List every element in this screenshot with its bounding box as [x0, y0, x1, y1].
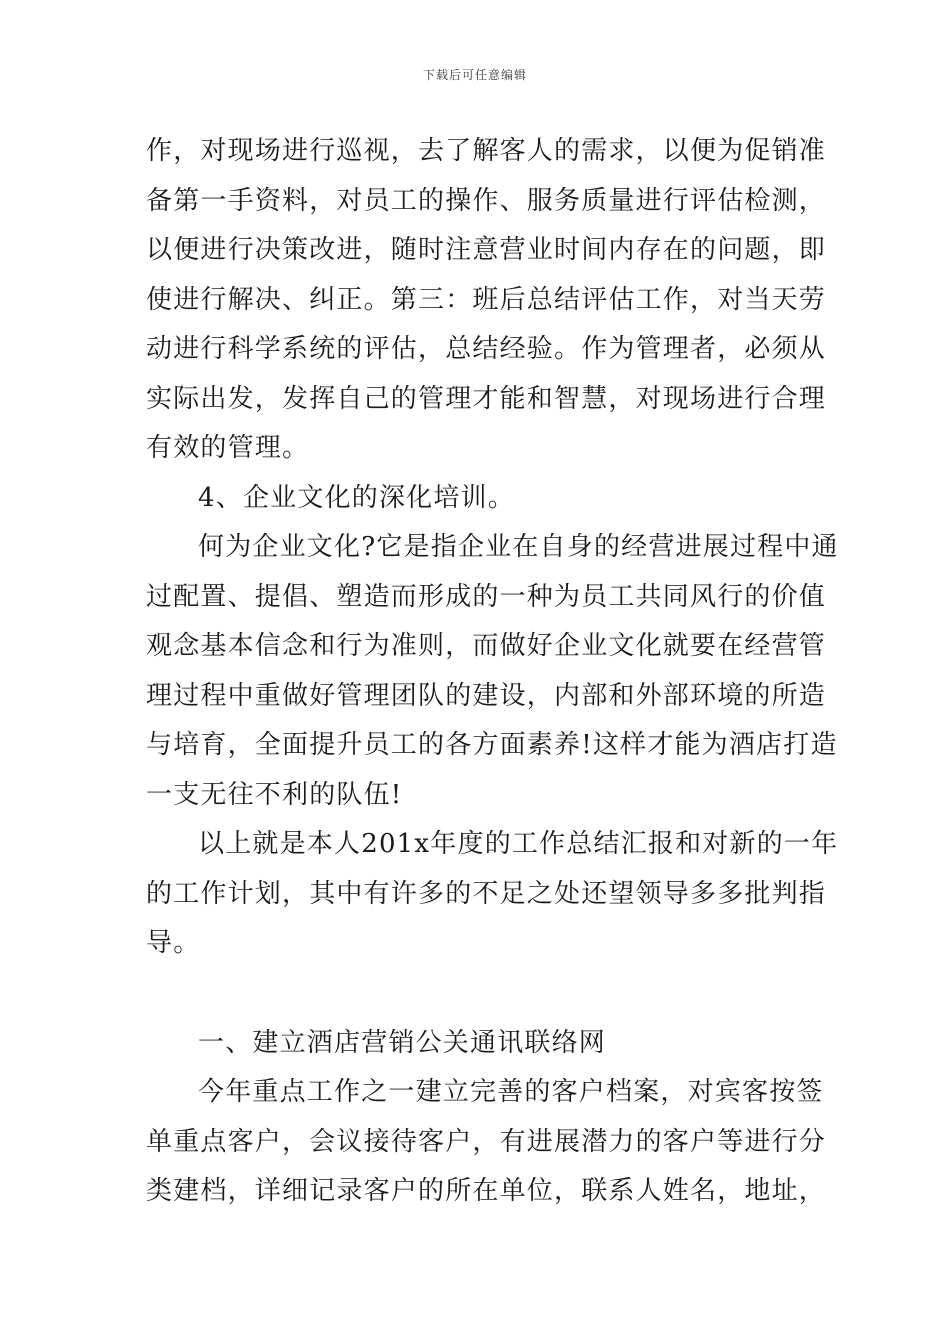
text-line: 以上就是本人201x年度的工作总结汇报和对新的一年	[198, 829, 839, 859]
text-line: 单重点客户，会议接待客户，有进展潜力的客户等进行分	[146, 1126, 827, 1157]
text-line: 的工作计划，其中有许多的不足之处还望领导多多批判指	[146, 878, 827, 909]
text-line: 一支无往不利的队伍!	[146, 779, 403, 810]
text-line: 类建档，详细记录客户的所在单位，联系人姓名，地址，	[146, 1176, 827, 1206]
text-line: 与培育，全面提升员工的各方面素养!这样才能为酒店打造	[146, 730, 838, 760]
spacer	[146, 969, 810, 1019]
text-line: 过配置、提倡、塑造而形成的一种为员工共同风行的价值	[146, 581, 827, 612]
text-line: 今年重点工作之一建立完善的客户档案，对宾客按签	[198, 1077, 824, 1107]
text-line: 导。	[146, 928, 201, 958]
section-heading: 一、建立酒店营销公关通讯联络网	[198, 1027, 607, 1058]
text-line: 动进行科学系统的评估，总结经验。作为管理者，必须从	[146, 334, 827, 364]
text-line: 使进行解决、纠正。第三：班后总结评估工作，对当天劳	[146, 284, 827, 315]
text-line: 备第一手资料，对员工的操作、服务质量进行评估检测，	[146, 185, 827, 216]
text-line: 以便进行决策改进，随时注意营业时间内存在的问题，即	[146, 235, 827, 265]
text-line: 观念基本信念和行为准则，而做好企业文化就要在经营管	[146, 631, 827, 661]
text-line: 有效的管理。	[146, 433, 310, 463]
page-header-note: 下载后可任意编辑	[422, 68, 527, 82]
text-line: 何为企业文化?它是指企业在自身的经营进展过程中通	[198, 532, 839, 562]
document-body	[146, 127, 839, 1217]
text-line: 作，对现场进行巡视，去了解客人的需求，以便为促销准	[146, 136, 827, 166]
text-line: 理过程中重做好管理团队的建设，内部和外部环境的所造	[146, 680, 827, 711]
text-line: 实际出发，发挥自己的管理才能和智慧，对现场进行合理	[146, 383, 827, 414]
section-heading: 4、企业文化的深化培训。	[198, 482, 515, 513]
